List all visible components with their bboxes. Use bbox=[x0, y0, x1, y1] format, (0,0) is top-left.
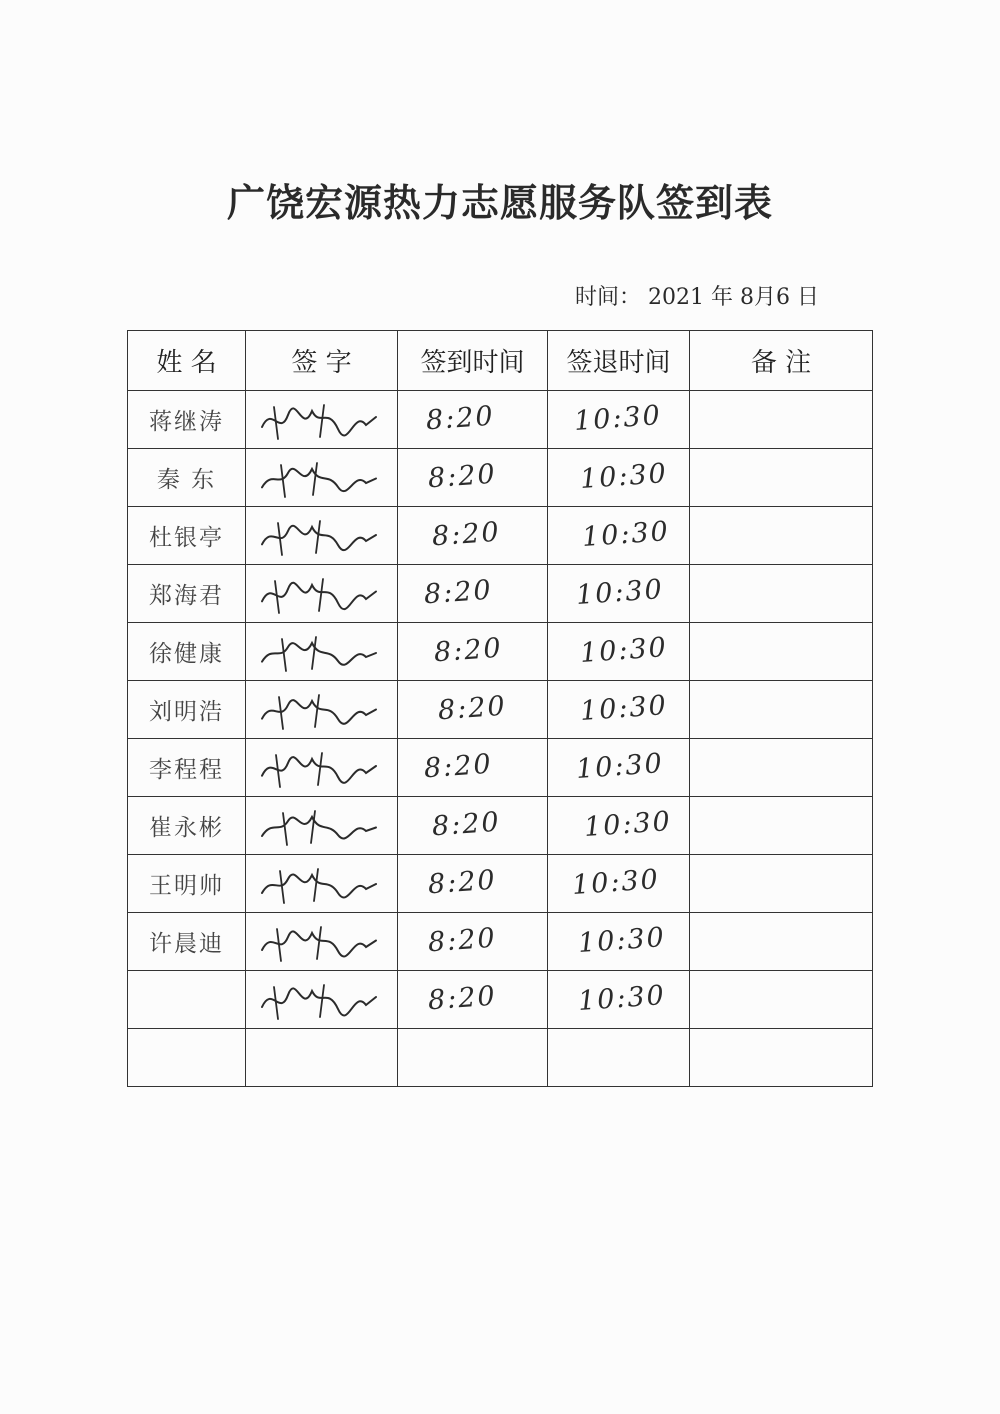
cell-note bbox=[690, 971, 873, 1029]
handwritten-signature bbox=[254, 455, 384, 503]
cell-sign-in-time bbox=[398, 913, 548, 971]
handwritten-signature bbox=[254, 803, 384, 851]
cell-sign-out-time bbox=[548, 855, 690, 913]
sign-in-time-handwritten: 8:20 bbox=[427, 458, 498, 495]
cell-name bbox=[128, 971, 246, 1029]
cell-signature bbox=[246, 623, 398, 681]
table-row bbox=[128, 797, 873, 855]
table-row bbox=[128, 449, 873, 507]
cell-note bbox=[690, 1029, 873, 1087]
cell-signature bbox=[246, 1029, 398, 1087]
sign-out-time-handwritten: 10:30 bbox=[577, 921, 667, 960]
cell-note bbox=[690, 565, 873, 623]
date-year-unit: 年 bbox=[711, 285, 734, 310]
cell-signature bbox=[246, 971, 398, 1029]
cell-note bbox=[690, 623, 873, 681]
cell-name: 许晨迪 bbox=[128, 913, 246, 971]
cell-sign-out-time bbox=[548, 913, 690, 971]
table-row bbox=[128, 739, 873, 797]
cell-note bbox=[690, 449, 873, 507]
handwritten-signature bbox=[254, 571, 384, 619]
handwritten-signature bbox=[254, 687, 384, 735]
cell-note bbox=[690, 681, 873, 739]
cell-signature bbox=[246, 797, 398, 855]
cell-sign-out-time bbox=[548, 1029, 690, 1087]
handwritten-signature bbox=[254, 745, 384, 793]
table-row bbox=[128, 623, 873, 681]
cell-sign-in-time bbox=[398, 507, 548, 565]
sign-in-time-handwritten: 8:20 bbox=[433, 632, 504, 669]
handwritten-signature bbox=[254, 513, 384, 561]
sign-out-time-handwritten: 10:30 bbox=[575, 573, 665, 612]
sign-out-time-handwritten: 10:30 bbox=[579, 631, 669, 670]
cell-signature bbox=[246, 391, 398, 449]
cell-note bbox=[690, 797, 873, 855]
cell-name: 杜银亭 bbox=[128, 507, 246, 565]
sign-out-time-handwritten: 10:30 bbox=[571, 863, 661, 902]
cell-signature bbox=[246, 739, 398, 797]
cell-sign-out-time bbox=[548, 391, 690, 449]
handwritten-signature bbox=[254, 629, 384, 677]
cell-sign-in-time bbox=[398, 855, 548, 913]
cell-name: 崔永彬 bbox=[128, 797, 246, 855]
sign-out-time-handwritten: 10:30 bbox=[577, 979, 667, 1018]
cell-note bbox=[690, 913, 873, 971]
cell-sign-in-time bbox=[398, 565, 548, 623]
table-row bbox=[128, 391, 873, 449]
cell-signature bbox=[246, 565, 398, 623]
sign-in-time-handwritten: 8:20 bbox=[423, 748, 494, 785]
sign-in-time-handwritten: 8:20 bbox=[423, 574, 494, 611]
cell-name: 刘明浩 bbox=[128, 681, 246, 739]
sign-in-time-handwritten: 8:20 bbox=[427, 864, 498, 901]
cell-sign-in-time bbox=[398, 971, 548, 1029]
cell-signature bbox=[246, 449, 398, 507]
cell-sign-out-time bbox=[548, 681, 690, 739]
cell-sign-in-time bbox=[398, 449, 548, 507]
cell-sign-out-time bbox=[548, 449, 690, 507]
cell-sign-in-time bbox=[398, 797, 548, 855]
handwritten-signature bbox=[254, 397, 384, 445]
table-header-row bbox=[128, 331, 873, 391]
cell-sign-out-time bbox=[548, 797, 690, 855]
sign-out-time-handwritten: 10:30 bbox=[579, 689, 669, 728]
cell-sign-in-time bbox=[398, 1029, 548, 1087]
handwritten-signature bbox=[254, 861, 384, 909]
date-year: 2021 bbox=[648, 285, 705, 310]
page-title: 广饶宏源热力志愿服务队签到表 bbox=[226, 181, 773, 225]
cell-signature bbox=[246, 507, 398, 565]
table-row bbox=[128, 913, 873, 971]
sign-out-time-handwritten: 10:30 bbox=[581, 515, 671, 554]
cell-sign-in-time bbox=[398, 623, 548, 681]
sign-in-time-handwritten: 8:20 bbox=[437, 690, 508, 727]
cell-name: 郑海君 bbox=[128, 565, 246, 623]
header-signature: 签 字 bbox=[246, 331, 398, 391]
sign-in-time-handwritten: 8:20 bbox=[427, 922, 498, 959]
header-name: 姓 名 bbox=[128, 331, 246, 391]
table-row bbox=[128, 1029, 873, 1087]
cell-sign-out-time bbox=[548, 565, 690, 623]
table-body bbox=[128, 391, 873, 1087]
date-label: 时间： bbox=[575, 285, 642, 310]
header-sign-out-time: 签退时间 bbox=[548, 331, 690, 391]
cell-sign-out-time bbox=[548, 623, 690, 681]
cell-note bbox=[690, 507, 873, 565]
cell-note bbox=[690, 739, 873, 797]
cell-name: 徐健康 bbox=[128, 623, 246, 681]
cell-sign-out-time bbox=[548, 507, 690, 565]
sign-in-time-handwritten: 8:20 bbox=[425, 400, 496, 437]
cell-note bbox=[690, 391, 873, 449]
sign-out-time-handwritten: 10:30 bbox=[575, 747, 665, 786]
table-row bbox=[128, 855, 873, 913]
cell-signature bbox=[246, 913, 398, 971]
sign-in-time-handwritten: 8:20 bbox=[427, 980, 498, 1017]
header-note: 备 注 bbox=[690, 331, 873, 391]
cell-sign-out-time bbox=[548, 739, 690, 797]
cell-sign-in-time bbox=[398, 391, 548, 449]
date-line bbox=[575, 280, 819, 311]
cell-signature bbox=[246, 855, 398, 913]
cell-name bbox=[128, 1029, 246, 1087]
sign-out-time-handwritten: 10:30 bbox=[583, 805, 673, 844]
handwritten-signature bbox=[254, 977, 384, 1025]
table-row bbox=[128, 507, 873, 565]
cell-name: 蒋继涛 bbox=[128, 391, 246, 449]
header-sign-in-time: 签到时间 bbox=[398, 331, 548, 391]
cell-name: 秦 东 bbox=[128, 449, 246, 507]
handwritten-signature bbox=[254, 919, 384, 967]
cell-name: 王明帅 bbox=[128, 855, 246, 913]
cell-signature bbox=[246, 681, 398, 739]
sign-out-time-handwritten: 10:30 bbox=[573, 399, 663, 438]
sign-in-time-handwritten: 8:20 bbox=[431, 516, 502, 553]
cell-name: 李程程 bbox=[128, 739, 246, 797]
cell-sign-in-time bbox=[398, 681, 548, 739]
attendance-table bbox=[127, 330, 873, 1087]
table-row bbox=[128, 971, 873, 1029]
table-row bbox=[128, 681, 873, 739]
cell-sign-out-time bbox=[548, 971, 690, 1029]
sign-out-time-handwritten: 10:30 bbox=[579, 457, 669, 496]
table-row bbox=[128, 565, 873, 623]
cell-note bbox=[690, 855, 873, 913]
date-day-unit: 日 bbox=[797, 285, 820, 310]
cell-sign-in-time bbox=[398, 739, 548, 797]
sign-in-time-handwritten: 8:20 bbox=[431, 806, 502, 843]
date-month-day: 8月6 bbox=[740, 285, 791, 310]
